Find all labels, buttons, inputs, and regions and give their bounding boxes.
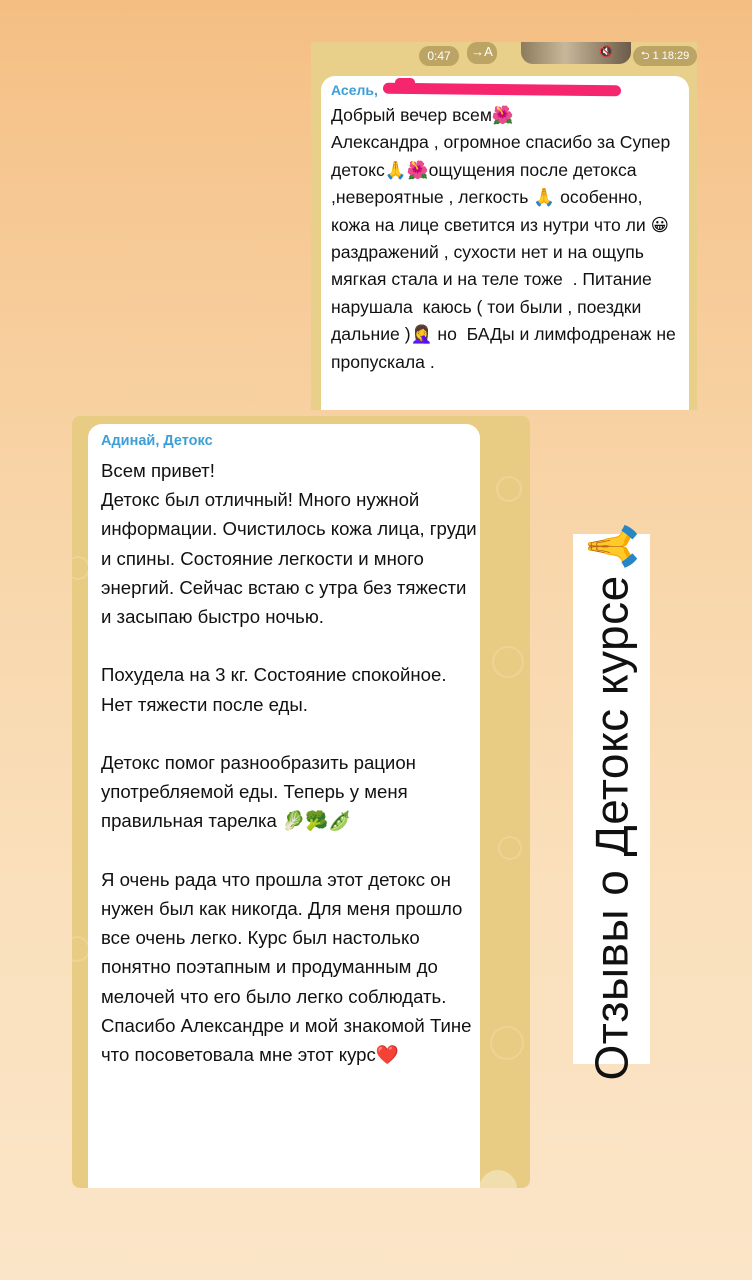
message-bubble[interactable]	[88, 424, 480, 1188]
message-meta-badge: ⮌ 1 18:29	[633, 46, 697, 66]
message-bubble[interactable]	[321, 76, 689, 410]
redaction-mark	[395, 78, 415, 87]
caption-box	[573, 517, 650, 1081]
wallpaper-doodle	[496, 476, 522, 502]
screenshot-chat-left	[72, 416, 530, 1188]
sender-name[interactable]: Адинай, Детокс	[101, 433, 213, 449]
scroll-down-button[interactable]	[479, 1170, 517, 1188]
translate-button[interactable]: →A	[467, 42, 497, 64]
sender-name[interactable]: Асель,	[331, 82, 378, 98]
wallpaper-doodle	[498, 836, 522, 860]
message-text: Всем привет! Детокс был отличный! Много нужной информации. Очистилось кожа лица, груди и спины. Состояние легкости и много энергий. Сейчас встаю с утра без тяжести и засыпаю быстро ночью. Похудела на 3 кг. Состояние спокойное. Нет тяжести после еды. Детокс помог разнообразить рацион употребляемой еды. Теперь у меня правильная тарелка 🥬🥦🫛 Я очень рада что прошла этот детокс он нужен был как никогда. Для меня прошло все очень легко. Курс был настолько понятно поэтапным и продуманным до мелочей что его было легко соблюдать. Спасибо Александре и мой знакомой Тине что посоветовала мне этот курс❤️	[101, 460, 477, 1066]
video-thumbnail[interactable]	[521, 42, 631, 64]
redaction-mark	[383, 83, 621, 96]
message-text: Добрый вечер всем🌺 Александра , огромное спасибо за Супер детокс🙏🌺ощущения после детокса ,невероятные , легкость 🙏 особенно, кожа на лице светится из нутри что ли 😀 раздражений , сухости нет и на ощупь мягкая стала и на теле тоже . Питание нарушала каюсь ( тои были , поездки дальние )🤦‍♀️ но БАДы и лимфодренаж не пропускала .	[331, 105, 676, 372]
wallpaper-doodle	[490, 1026, 524, 1060]
voice-duration-badge: 0:47	[419, 46, 459, 66]
chat-status-bar	[311, 42, 697, 68]
muted-speaker-icon: 🔇	[599, 46, 613, 58]
wallpaper-doodle	[492, 646, 524, 678]
caption-title: Отзывы о Детокс курсе🙏	[585, 517, 637, 1081]
screenshot-chat-top	[311, 42, 697, 410]
